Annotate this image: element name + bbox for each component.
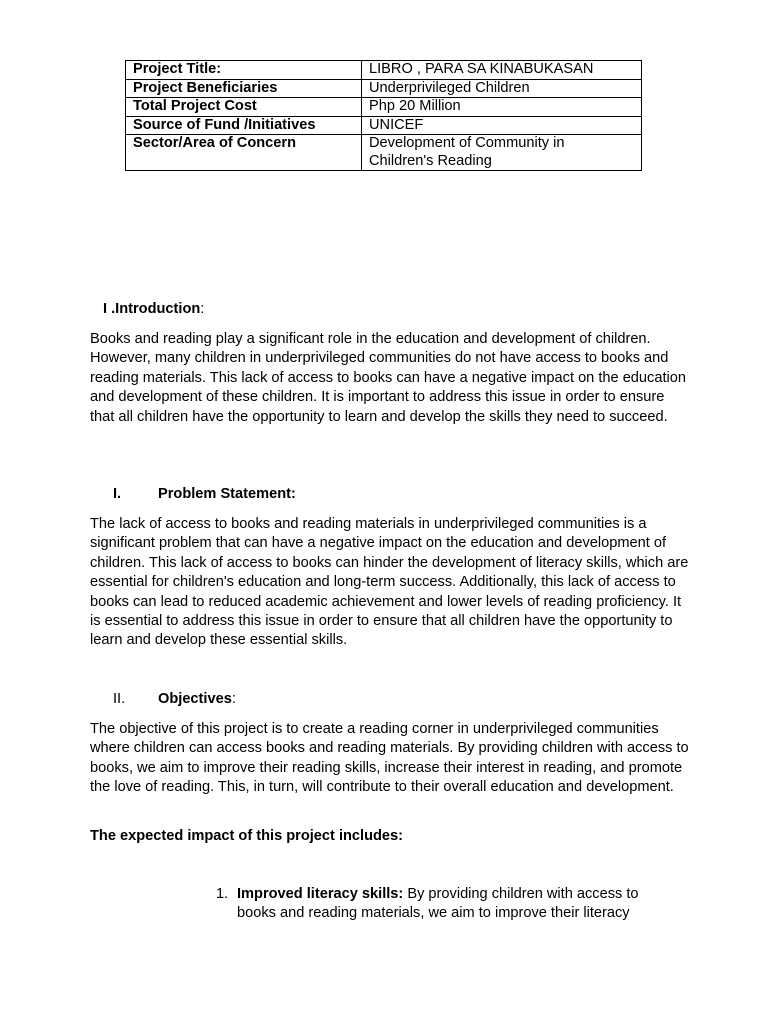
objectives-number: II. [113, 691, 126, 707]
project-info-table [125, 60, 642, 171]
expected-impact-heading-text: The expected impact of this project includes: [90, 828, 404, 844]
table-row [126, 116, 642, 135]
table-row [126, 98, 642, 117]
introduction-heading-colon: : [200, 301, 205, 317]
list-item-title: Improved literacy skills: [237, 886, 404, 902]
table-row [126, 135, 642, 171]
row-label: Sector/Area of Concern [126, 135, 362, 171]
problem-statement-paragraph: The lack of access to books and reading materials in underprivileged communities is a significant problem that can have a negative impact on the education and development of children. This lack of access to books can hinder the development of literacy skills, which are essential for children's education and long-term success. Additionally, this lack of access to books can lead to reduced academic achievement and lower levels of reading proficiency. It is essential to address this issue in order to ensure that all children have the opportunity to learn and develop these essential skills. [90, 516, 689, 649]
introduction-paragraph: Books and reading play a significant role in the education and development of children. However, many children in underprivileged communities do not have access to books and reading materials. This lack of access to books can have a negative impact on the education and development of these children. It is important to address this issue in order to ensure that all children have the opportunity to learn and develop the skills they need to succeed. [90, 331, 686, 425]
problem-statement-heading-text: Problem Statement: [158, 486, 296, 502]
problem-statement-heading [158, 485, 296, 503]
objectives-heading [158, 690, 236, 708]
list-item-body: By providing children with access to books and reading materials, we aim to improve their literacy [237, 886, 639, 922]
row-value: LIBRO , PARA SA KINABUKASAN [362, 61, 642, 80]
objectives-heading-colon: : [231, 691, 236, 707]
introduction-heading [103, 300, 204, 318]
row-value: Underprivileged Children [362, 79, 642, 98]
list-item-text [237, 885, 667, 924]
row-value: UNICEF [362, 116, 642, 135]
row-label: Project Beneficiaries [126, 79, 362, 98]
row-label: Source of Fund /Initiatives [126, 116, 362, 135]
problem-statement-number: I. [113, 486, 122, 502]
list-item-number: 1. [216, 886, 229, 902]
table-row [126, 61, 642, 80]
row-label: Project Title: [126, 61, 362, 80]
table-row [126, 79, 642, 98]
expected-impact-heading [90, 827, 403, 845]
introduction-heading-text: I .Introduction [103, 301, 201, 317]
row-value: Php 20 Million [362, 98, 642, 117]
objectives-heading-text: Objectives [158, 691, 232, 707]
objectives-paragraph: The objective of this project is to create a reading corner in underprivileged communities where children can access books and reading materials. By providing children with access to books, we aim to improve their reading skills, increase their interest in reading, and promote the love of reading. This, in turn, will contribute to their overall education and development. [90, 721, 689, 796]
row-value: Development of Community in Children's Reading [362, 135, 642, 171]
row-label: Total Project Cost [126, 98, 362, 117]
